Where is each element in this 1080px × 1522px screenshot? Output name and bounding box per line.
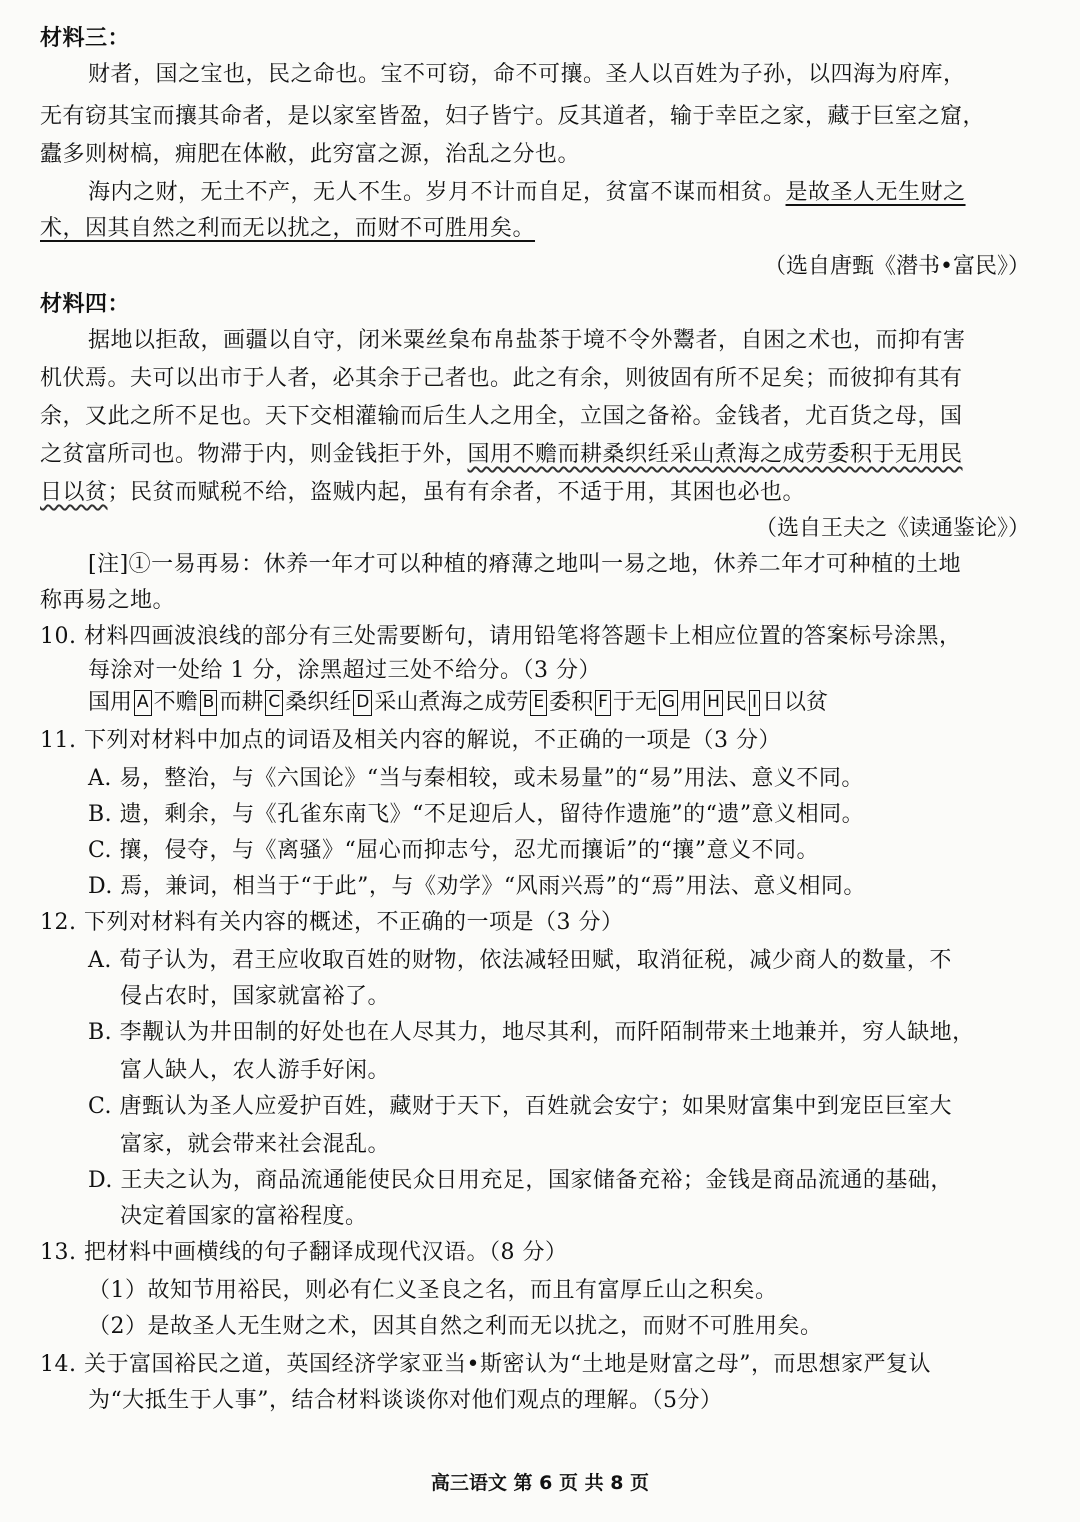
material-4-line-4-text: 之贫富所司也。物滞于内，则金钱拒于外， bbox=[40, 442, 468, 467]
question-10-instruction: 每涂对一处给 1 分，涂黑超过三处不给分。（3 分） bbox=[88, 658, 601, 683]
answer-box-b[interactable]: B bbox=[200, 690, 218, 716]
material-3-line-4 bbox=[88, 176, 966, 210]
question-12-option-c: C. 唐甄认为圣人应爱护百姓，藏财于天下，百姓就会安宁；如果财富集中到宠臣巨室大 bbox=[88, 1094, 953, 1119]
question-12-option-b: B. 李觏认为井田制的好处也在人尽其力，地尽其利，而阡陌制带来土地兼并，穷人缺地， bbox=[88, 1020, 975, 1045]
note-line-2: 称再易之地。 bbox=[40, 588, 176, 613]
page-footer: 高三语文 第 6 页 共 8 页 bbox=[430, 1472, 650, 1494]
question-11-option-a: A. 易，整治，与《六国论》“当与秦相较，或未易量”的“易”用法、意义不同。 bbox=[88, 766, 864, 791]
answer-box-a[interactable]: A bbox=[134, 690, 152, 716]
material-3-underlined-sentence-start: 是故圣人无生财之 bbox=[785, 180, 966, 205]
option-text: 而耕 bbox=[219, 690, 264, 715]
answer-box-h[interactable]: H bbox=[704, 690, 723, 716]
question-10-stem: 10. 材料四画波浪线的部分有三处需要断句，请用铅笔将答题卡上相应位置的答案标号涂黑， bbox=[40, 624, 962, 649]
material-4-line-2: 机伏焉。夫可以出市于人者，必其余于己者也。此之有余，则彼固有所不足矣；而彼抑有其有 bbox=[40, 366, 963, 391]
question-11-option-c: C. 攘，侵夺，与《离骚》“屈心而抑志兮，忍尤而攘诟”的“攘”意义不同。 bbox=[88, 838, 820, 863]
question-12-option-d-cont: 决定着国家的富裕程度。 bbox=[120, 1204, 368, 1229]
material-4-line-5-text: ；民贫而赋税不给，盗贼内起，虽有有余者，不适于用，其困也必也。 bbox=[107, 480, 806, 505]
option-text: 用 bbox=[680, 690, 703, 715]
material-3-line-4-text: 海内之财，无土不产，无人不生。岁月不计而自足，贫富不谋而相贫。 bbox=[88, 180, 786, 205]
material-3-line-2: 无有窃其宝而攘其命者，是以家室皆盈，妇子皆宁。反其道者，输于幸臣之家，藏于巨室之窟， bbox=[40, 104, 986, 129]
material-3-underlined-sentence-end: 术，因其自然之利而无以扰之，而财不可胜用矣。 bbox=[40, 216, 536, 241]
option-text: 于无 bbox=[612, 690, 657, 715]
material-4-line-4 bbox=[40, 438, 963, 472]
material-3-line-3: 蠹多则树槁，痈肥在体敝，此穷富之源，治乱之分也。 bbox=[40, 142, 581, 167]
question-14-stem: 14. 关于富国裕民之道，英国经济学家亚当•斯密认为“土地是财富之母”，而思想家严复认 bbox=[40, 1352, 931, 1377]
material-4-wavy-passage-start: 国用不赡而耕桑织纴采山煮海之成劳委积于无用民 bbox=[467, 442, 963, 467]
question-13-sentence-2: （2）是故圣人无生财之术，因其自然之利而无以扰之，而财不可胜用矣。 bbox=[88, 1314, 823, 1339]
option-text: 委积 bbox=[549, 690, 594, 715]
question-11-option-d: D. 焉，兼词，相当于“于此”，与《劝学》“风雨兴焉”的“焉”用法、意义相同。 bbox=[88, 874, 866, 899]
answer-box-e[interactable]: E bbox=[530, 690, 547, 716]
answer-box-i[interactable]: I bbox=[749, 690, 760, 716]
question-12-option-b-cont: 富人缺人，农人游手好闲。 bbox=[120, 1058, 391, 1083]
question-14-stem-cont: 为“大抵生于人事”，结合材料谈谈你对他们观点的理解。（5分） bbox=[88, 1388, 723, 1413]
question-12-stem: 12. 下列对材料有关内容的概述，不正确的一项是（3 分） bbox=[40, 910, 624, 935]
material-3-source: （选自唐甄《潜书•富民》） bbox=[764, 254, 1030, 279]
question-13-sentence-1: （1）故知节用裕民，则必有仁义圣良之名，而且有富厚丘山之积矣。 bbox=[88, 1278, 778, 1303]
question-10-option-row bbox=[88, 686, 828, 720]
material-4-heading: 材料四： bbox=[40, 292, 131, 317]
material-4-wavy-passage-end: 日以贫 bbox=[40, 480, 108, 505]
material-3-line-1: 财者，国之宝也，民之命也。宝不可窃，命不可攘。圣人以百姓为子孙，以四海为府库， bbox=[88, 62, 966, 87]
material-4-line-1: 据地以拒敌，画疆以自守，闭米粟丝枲布帛盐茶于境不令外鬻者，自困之术也，而抑有害 bbox=[88, 328, 966, 353]
answer-box-d[interactable]: D bbox=[353, 690, 372, 716]
option-text: 民 bbox=[724, 690, 747, 715]
question-12-option-d: D. 王夫之认为，商品流通能使民众日用充足，国家储备充裕；金钱是商品流通的基础， bbox=[88, 1168, 953, 1193]
question-12-option-a-cont: 侵占农时，国家就富裕了。 bbox=[120, 984, 391, 1009]
material-3-heading: 材料三： bbox=[40, 26, 131, 51]
question-13-stem: 13. 把材料中画横线的句子翻译成现代汉语。（8 分） bbox=[40, 1240, 568, 1265]
option-text: 日以贫 bbox=[761, 690, 828, 715]
question-11-option-b: B. 遗，剩余，与《孔雀东南飞》“不足迎后人，留待作遗施”的“遗”意义相同。 bbox=[88, 802, 865, 827]
material-4-line-5 bbox=[40, 476, 805, 510]
question-12-option-c-cont: 富家，就会带来社会混乱。 bbox=[120, 1132, 391, 1157]
option-text: 国用 bbox=[88, 690, 133, 715]
material-4-line-3: 余，又此之所不足也。天下交相灌输而后生人之用全，立国之备裕。金钱者，尤百货之母，国 bbox=[40, 404, 963, 429]
answer-box-c[interactable]: C bbox=[265, 690, 283, 716]
option-text: 采山煮海之成劳 bbox=[374, 690, 529, 715]
answer-box-g[interactable]: G bbox=[659, 690, 678, 716]
note-line-1: [注]①一易再易：休养一年才可以种植的瘠薄之地叫一易之地，休养二年才可种植的土地 bbox=[88, 552, 962, 577]
option-text: 不赡 bbox=[153, 690, 198, 715]
question-11-stem: 11. 下列对材料中加点的词语及相关内容的解说，不正确的一项是（3 分） bbox=[40, 728, 781, 753]
answer-box-f[interactable]: F bbox=[595, 690, 611, 716]
option-text: 桑织纴 bbox=[285, 690, 352, 715]
material-4-source: （选自王夫之《读通鉴论》） bbox=[754, 516, 1030, 541]
question-12-option-a: A. 荀子认为，君王应收取百姓的财物，依法减轻田赋，取消征税，减少商人的数量，不 bbox=[88, 948, 952, 973]
